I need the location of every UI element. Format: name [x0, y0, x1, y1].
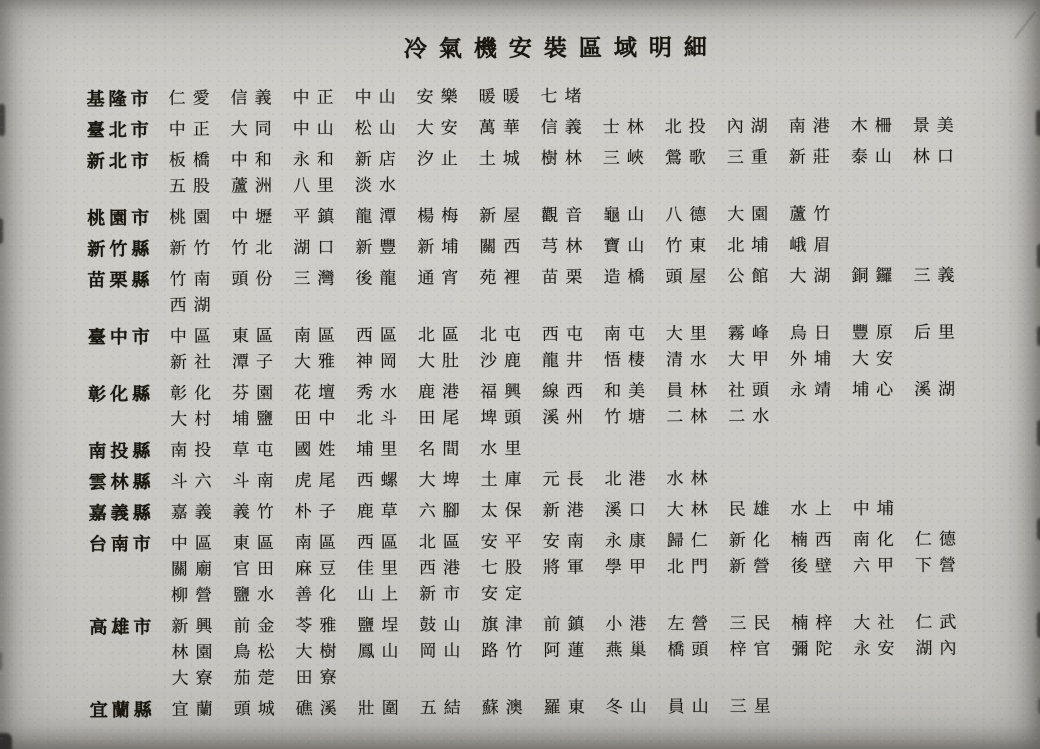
district-cell: 斗南 [232, 471, 281, 491]
district-cell: 大樹 [295, 641, 344, 662]
district-cell: 大里 [665, 323, 714, 344]
district-cell: 大安 [416, 118, 465, 138]
district-cell: 五結 [419, 698, 468, 718]
district-cell: 土庫 [480, 469, 529, 490]
district-cell: 三星 [729, 696, 778, 716]
district-cell: 溪口 [604, 500, 653, 520]
district-cell: 水林 [666, 468, 715, 489]
district-cell: 麻豆 [294, 558, 344, 579]
region-lines [171, 526, 1040, 609]
district-cell: 苓雅 [295, 615, 344, 636]
district-cell: 虎尾 [294, 470, 343, 491]
district-cell: 佳里 [356, 558, 406, 578]
district-cell: 北門 [666, 556, 716, 577]
district-cell: 水上 [790, 499, 839, 519]
district-cell: 北埔 [727, 235, 776, 255]
district-cell: 新市 [419, 584, 468, 604]
district-cell: 太保 [480, 500, 529, 521]
document-title: 冷氣機安裝區域明細 [403, 34, 719, 62]
region-label: 基隆市 [86, 88, 153, 110]
district-cell: 西屯 [541, 324, 590, 344]
district-line [169, 231, 1039, 262]
region-label: 彰化縣 [88, 383, 155, 405]
district-line [170, 288, 1040, 319]
region-label: 臺北市 [86, 119, 153, 141]
district-cell: 沙鹿 [479, 350, 528, 371]
region-lines [169, 262, 1039, 319]
district-cell: 西區 [356, 532, 405, 552]
district-cell: 七股 [480, 557, 530, 578]
region-label: 新北市 [86, 150, 153, 172]
district-cell: 悟棲 [603, 350, 652, 370]
scan-artifact [0, 733, 12, 749]
district-cell: 學甲 [604, 557, 654, 577]
district-cell: 六甲 [852, 556, 902, 576]
district-line [171, 495, 1040, 526]
district-cell: 善化 [295, 584, 344, 605]
district-cell: 淡水 [354, 175, 404, 195]
region-lines [170, 433, 1040, 464]
region-lines [172, 692, 1040, 723]
district-cell: 田中 [294, 408, 343, 429]
district-cell: 永靖 [790, 380, 839, 400]
district-cell: 義竹 [232, 502, 281, 522]
district-cell: 北區 [418, 532, 467, 552]
region-label: 宜蘭縣 [89, 699, 156, 721]
district-cell: 信義 [540, 117, 589, 137]
district-cell: 線西 [542, 381, 591, 401]
district-cell: 埔鹽 [232, 409, 281, 429]
district-line [172, 692, 1040, 723]
district-cell: 茄萣 [233, 668, 282, 688]
district-cell: 豐原 [851, 323, 900, 343]
district-cell: 新埔 [417, 237, 466, 257]
district-cell: 苑裡 [479, 267, 528, 288]
district-cell: 林園 [171, 642, 220, 662]
district-line [171, 578, 1040, 609]
region-label: 苗栗縣 [87, 269, 154, 291]
district-cell: 關西 [479, 236, 528, 257]
district-cell: 北港 [604, 469, 653, 489]
region-row [87, 143, 1039, 200]
district-cell: 暖暖 [478, 86, 527, 107]
district-cell: 三義 [913, 265, 962, 285]
district-cell: 三民 [729, 613, 778, 633]
district-cell: 七堵 [540, 86, 589, 106]
district-cell: 觀音 [541, 205, 590, 225]
district-cell: 山上 [357, 584, 406, 604]
region-row [88, 464, 1040, 495]
district-cell: 羅東 [543, 697, 592, 717]
district-cell: 員山 [667, 696, 716, 717]
district-cell: 前鎮 [543, 614, 592, 634]
district-cell: 關廟 [170, 559, 220, 579]
district-cell: 東區 [232, 533, 281, 553]
district-cell: 外埔 [789, 349, 838, 369]
district-cell: 大同 [230, 119, 279, 139]
district-cell: 大肚 [417, 351, 466, 371]
district-cell: 中壢 [231, 207, 280, 227]
district-cell: 蘆竹 [789, 204, 838, 224]
district-cell: 秀水 [356, 382, 405, 402]
scan-artifact [1036, 110, 1040, 136]
scan-artifact [0, 104, 5, 136]
district-cell: 五股 [168, 176, 218, 196]
district-cell: 通宵 [417, 268, 466, 288]
scan-artifact [0, 218, 3, 244]
district-cell: 竹東 [665, 235, 714, 256]
district-cell: 官田 [232, 559, 282, 579]
district-cell: 元長 [542, 469, 591, 489]
district-cell: 新港 [542, 500, 591, 520]
district-cell: 鶯歌 [664, 147, 713, 168]
district-cell: 北投 [664, 116, 713, 137]
district-cell: 清水 [665, 349, 714, 370]
region-lines [171, 495, 1040, 526]
district-cell: 神岡 [355, 351, 404, 371]
district-cell: 平鎮 [293, 206, 342, 227]
district-cell: 大湖 [789, 266, 838, 286]
district-cell: 國姓 [294, 439, 343, 460]
region-label: 新竹縣 [87, 238, 154, 260]
district-line [169, 112, 1039, 143]
district-cell: 芎林 [541, 236, 590, 256]
district-cell: 阿蓮 [543, 640, 592, 660]
district-cell: 造橋 [603, 267, 652, 287]
district-cell: 埔里 [356, 439, 405, 459]
district-cell: 竹南 [169, 269, 218, 289]
district-cell: 名間 [418, 439, 467, 459]
district-cell: 士林 [602, 117, 651, 137]
district-cell: 大村 [170, 409, 219, 429]
district-cell: 下營 [914, 555, 964, 575]
region-row [88, 319, 1040, 376]
district-cell: 永和 [292, 149, 341, 170]
district-cell: 桃園 [169, 207, 218, 227]
district-line [169, 169, 1039, 200]
district-cell: 三灣 [293, 268, 342, 289]
district-cell: 烏日 [789, 323, 838, 343]
district-cell: 永康 [604, 531, 653, 551]
district-cell: 和美 [604, 381, 653, 401]
district-cell: 南屯 [603, 324, 652, 344]
district-cell: 溪州 [542, 407, 591, 427]
district-cell: 銅鑼 [851, 266, 900, 286]
district-cell: 竹塘 [604, 407, 653, 427]
district-cell: 林口 [912, 146, 961, 166]
district-cell: 埔心 [852, 380, 901, 400]
district-cell: 中正 [168, 119, 217, 139]
district-cell: 彰化 [170, 383, 219, 403]
district-cell: 新豐 [355, 237, 404, 257]
region-row [89, 609, 1040, 692]
district-cell: 梓官 [729, 639, 778, 659]
region-label: 台南市 [88, 533, 155, 555]
district-cell: 潭子 [231, 352, 280, 372]
district-cell: 大安 [851, 349, 900, 369]
district-cell: 燕巢 [605, 640, 654, 660]
district-cell: 仁愛 [168, 88, 217, 108]
district-cell: 鳥松 [233, 642, 282, 662]
district-cell: 旗津 [481, 614, 530, 635]
district-cell: 峨眉 [789, 235, 838, 255]
district-cell: 二林 [666, 406, 715, 427]
district-cell: 北屯 [479, 324, 528, 345]
district-cell: 松山 [354, 118, 403, 138]
region-lines [169, 200, 1039, 231]
district-cell: 龍井 [541, 350, 590, 370]
district-cell: 田寮 [295, 667, 344, 688]
district-cell: 芬園 [232, 383, 281, 403]
district-cell: 霧峰 [727, 323, 776, 343]
region-lines [169, 112, 1039, 143]
district-cell: 楠西 [790, 530, 839, 550]
district-cell: 三峽 [602, 148, 651, 168]
district-cell: 柳營 [171, 585, 220, 605]
district-cell: 新社 [169, 352, 218, 372]
region-row [87, 262, 1039, 319]
district-cell: 社頭 [728, 380, 777, 400]
district-cell: 汐止 [416, 149, 465, 169]
district-line [170, 464, 1040, 495]
scan-artifact [0, 652, 2, 670]
region-label: 臺中市 [87, 326, 154, 348]
district-cell: 新化 [728, 530, 777, 550]
district-cell: 福興 [480, 381, 529, 402]
district-cell: 頭城 [233, 699, 282, 719]
district-cell: 六腳 [418, 501, 467, 521]
region-table [0, 81, 1040, 728]
district-cell: 新莊 [788, 147, 837, 167]
district-cell: 樹林 [540, 148, 589, 168]
region-lines [168, 81, 1038, 112]
district-cell: 大社 [853, 613, 902, 633]
district-cell: 大寮 [171, 668, 220, 688]
district-cell: 田尾 [418, 408, 467, 428]
district-cell: 鹿港 [418, 382, 467, 402]
district-cell: 南港 [788, 116, 837, 136]
district-cell: 前金 [233, 616, 282, 636]
region-row [87, 231, 1039, 262]
district-cell: 蘆洲 [230, 176, 280, 196]
district-cell: 楊梅 [417, 206, 466, 226]
district-cell: 竹北 [231, 238, 280, 258]
district-cell: 草屯 [232, 440, 281, 460]
district-cell: 八德 [665, 204, 714, 225]
region-label: 南投縣 [88, 440, 155, 462]
district-cell: 壯圍 [357, 698, 406, 718]
district-cell: 路竹 [481, 640, 530, 661]
district-cell: 仁武 [915, 612, 964, 632]
district-cell: 大林 [666, 499, 715, 520]
district-cell: 鼓山 [419, 615, 468, 635]
district-cell: 湖口 [293, 237, 342, 258]
district-cell: 東區 [231, 326, 280, 346]
district-cell: 南化 [852, 530, 901, 550]
district-cell: 新店 [354, 149, 403, 169]
district-cell: 左營 [667, 613, 716, 634]
district-cell: 苗栗 [541, 267, 590, 287]
region-label: 嘉義縣 [88, 502, 155, 524]
district-cell: 泰山 [850, 147, 899, 167]
district-cell: 鹽埕 [357, 615, 406, 635]
district-cell: 埤頭 [480, 407, 529, 428]
district-cell: 湖內 [915, 638, 964, 658]
district-cell: 景美 [912, 115, 961, 135]
district-cell: 后里 [913, 322, 962, 342]
district-cell: 水里 [480, 438, 529, 459]
district-cell: 彌陀 [791, 639, 840, 659]
district-cell: 公館 [727, 266, 776, 286]
district-cell: 小港 [605, 614, 654, 634]
district-cell: 安平 [480, 531, 529, 552]
district-cell: 永安 [853, 639, 902, 659]
region-row [89, 526, 1040, 609]
district-cell: 西螺 [356, 470, 405, 490]
district-cell: 新屋 [479, 205, 528, 226]
region-lines [170, 464, 1040, 495]
region-row [87, 200, 1039, 231]
district-cell: 中山 [292, 118, 341, 139]
district-cell: 寶山 [603, 236, 652, 256]
region-lines [169, 231, 1039, 262]
district-cell: 二水 [728, 406, 777, 426]
district-cell: 嘉義 [170, 502, 219, 522]
district-cell: 蘇澳 [481, 697, 530, 718]
district-cell: 板橋 [168, 150, 217, 170]
region-row [89, 495, 1040, 526]
district-cell: 大埤 [418, 470, 467, 490]
region-row [88, 376, 1040, 433]
district-cell: 信義 [230, 88, 279, 108]
region-lines [170, 376, 1040, 433]
district-cell: 中和 [230, 150, 279, 170]
region-lines [170, 319, 1040, 376]
district-cell: 土城 [478, 148, 527, 169]
district-cell: 鹿草 [356, 501, 405, 521]
region-lines [171, 609, 1040, 692]
district-cell: 後龍 [355, 268, 404, 288]
district-cell: 中山 [354, 87, 403, 107]
region-label: 雲林縣 [88, 471, 155, 493]
district-cell: 歸仁 [666, 530, 715, 551]
district-cell: 萬華 [478, 117, 527, 138]
district-cell: 安定 [481, 583, 530, 604]
district-cell: 西區 [355, 325, 404, 345]
district-cell: 礁溪 [295, 698, 344, 719]
district-cell: 鹽水 [233, 585, 282, 605]
district-cell: 花壇 [294, 382, 343, 403]
district-cell: 頭份 [231, 269, 280, 289]
district-cell: 大甲 [727, 349, 776, 369]
district-line [172, 661, 1040, 692]
region-label: 高雄市 [89, 616, 156, 638]
district-cell: 後壁 [790, 556, 840, 576]
region-row [88, 433, 1040, 464]
district-cell: 三重 [726, 147, 775, 167]
district-line [169, 143, 1039, 174]
district-cell: 安樂 [416, 87, 465, 107]
district-line [169, 262, 1039, 293]
district-cell: 西港 [418, 558, 468, 578]
region-row [87, 112, 1039, 143]
district-line [169, 200, 1039, 231]
district-cell: 北斗 [356, 408, 405, 428]
district-cell: 冬山 [605, 697, 654, 717]
district-cell: 龍潭 [355, 206, 404, 226]
district-line [170, 402, 1040, 433]
district-cell: 中埔 [852, 499, 901, 519]
district-cell: 北區 [417, 325, 466, 345]
district-cell: 溪湖 [914, 379, 963, 399]
district-cell: 龜山 [603, 205, 652, 225]
district-cell: 岡山 [419, 641, 468, 661]
district-cell: 大園 [727, 204, 776, 224]
district-cell: 將軍 [542, 557, 592, 577]
district-line [171, 635, 1040, 666]
region-lines [169, 143, 1039, 200]
district-cell: 安南 [542, 531, 591, 551]
region-row [86, 81, 1038, 112]
district-cell: 南區 [294, 532, 343, 553]
district-cell: 內湖 [726, 116, 775, 136]
district-cell: 中正 [292, 87, 341, 108]
district-cell: 橋頭 [667, 639, 716, 660]
district-line [168, 81, 1038, 112]
district-cell: 木柵 [850, 116, 899, 136]
district-cell: 頭屋 [665, 266, 714, 287]
district-cell: 中區 [169, 326, 218, 346]
region-row [90, 692, 1040, 723]
district-cell: 仁德 [914, 529, 963, 549]
district-cell: 新營 [728, 556, 778, 576]
district-line [170, 433, 1040, 464]
district-line [170, 345, 1040, 376]
district-cell: 南投 [170, 440, 219, 460]
district-cell: 新興 [171, 616, 220, 636]
district-line [170, 376, 1040, 407]
district-cell: 宜蘭 [171, 699, 220, 719]
district-cell: 大雅 [293, 351, 342, 372]
district-cell: 鳳山 [357, 641, 406, 661]
district-cell: 員林 [666, 380, 715, 401]
district-line [171, 552, 1040, 583]
district-cell: 民雄 [728, 499, 777, 519]
district-cell: 八里 [292, 175, 342, 196]
district-cell: 朴子 [294, 501, 343, 522]
district-cell: 楠梓 [791, 613, 840, 633]
district-cell: 南區 [293, 325, 342, 346]
region-label: 桃園市 [87, 207, 154, 229]
district-cell: 中區 [170, 533, 219, 553]
district-cell: 新竹 [169, 238, 218, 258]
district-cell: 斗六 [170, 471, 219, 491]
district-cell: 西湖 [169, 295, 218, 315]
